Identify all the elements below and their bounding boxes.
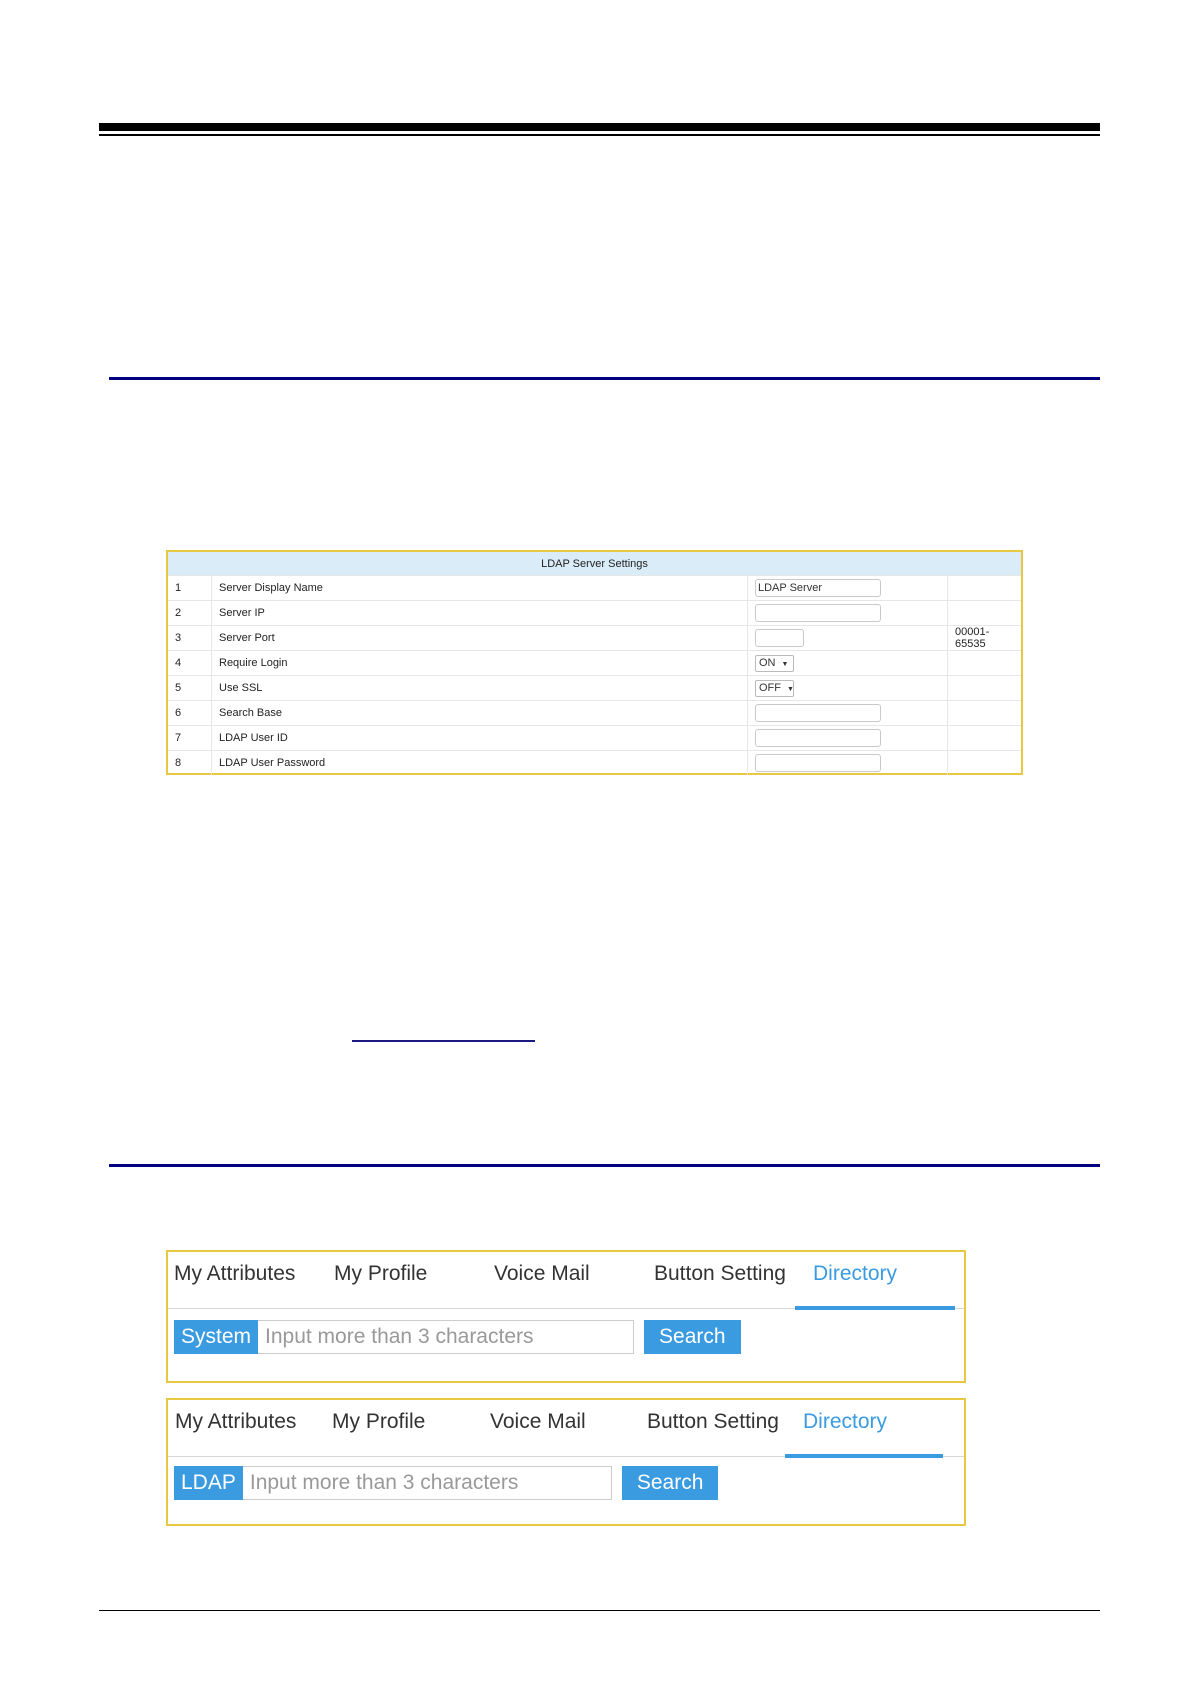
active-tab-indicator	[785, 1454, 943, 1458]
server-display-name-field[interactable]: LDAP Server	[755, 579, 881, 597]
directory-search-row	[174, 1320, 741, 1354]
row-range	[948, 676, 1022, 701]
search-input[interactable]: Input more than 3 characters	[258, 1320, 634, 1354]
search-button[interactable]: Search	[644, 1320, 741, 1354]
tab-my-attributes[interactable]: My Attributes	[174, 1262, 296, 1285]
row-range	[948, 751, 1022, 776]
use-ssl-value: OFF	[759, 681, 781, 694]
search-button[interactable]: Search	[622, 1466, 719, 1500]
tab-bar	[168, 1400, 964, 1457]
table-row	[168, 576, 1021, 601]
row-number: 7	[168, 726, 212, 751]
search-base-field[interactable]	[755, 704, 881, 722]
search-input[interactable]: Input more than 3 characters	[243, 1466, 612, 1500]
row-label: LDAP User ID	[212, 726, 748, 751]
row-range	[948, 701, 1022, 726]
require-login-select[interactable]	[755, 655, 794, 672]
row-number: 8	[168, 751, 212, 776]
tab-button-setting[interactable]: Button Setting	[647, 1410, 779, 1433]
directory-panel-system	[166, 1250, 966, 1383]
scope-ldap-button[interactable]: LDAP	[174, 1466, 243, 1500]
row-label: Server Display Name	[212, 576, 748, 601]
chevron-down-icon: ▼	[787, 685, 794, 693]
header-rule	[99, 123, 1100, 131]
server-ip-field[interactable]	[755, 604, 881, 622]
active-tab-indicator	[795, 1306, 955, 1310]
row-range	[948, 576, 1022, 601]
tab-directory[interactable]: Directory	[803, 1410, 888, 1433]
ldap-user-password-field[interactable]	[755, 754, 881, 772]
tab-voice-mail[interactable]: Voice Mail	[490, 1410, 586, 1433]
row-label: Server Port	[212, 626, 748, 651]
row-number: 4	[168, 651, 212, 676]
row-number: 1	[168, 576, 212, 601]
row-number: 3	[168, 626, 212, 651]
link-underline	[352, 1040, 535, 1042]
ldap-settings-panel	[166, 550, 1023, 775]
table-row	[168, 601, 1021, 626]
tab-my-attributes[interactable]: My Attributes	[175, 1410, 297, 1433]
server-port-range: 00001-65535	[948, 626, 1022, 651]
tab-button-setting[interactable]: Button Setting	[654, 1262, 786, 1285]
row-range	[948, 651, 1022, 676]
tab-directory[interactable]: Directory	[813, 1262, 898, 1285]
row-label: Server IP	[212, 601, 748, 626]
chevron-down-icon: ▼	[781, 660, 789, 668]
row-number: 2	[168, 601, 212, 626]
row-range	[948, 726, 1022, 751]
scope-system-button[interactable]: System	[174, 1320, 258, 1354]
row-number: 5	[168, 676, 212, 701]
use-ssl-select[interactable]	[755, 680, 794, 697]
table-row	[168, 701, 1021, 726]
table-row	[168, 751, 1021, 776]
table-row	[168, 676, 1021, 701]
directory-panel-ldap	[166, 1398, 966, 1526]
ldap-settings-table	[168, 552, 1021, 775]
ldap-settings-title: LDAP Server Settings	[168, 552, 1021, 576]
row-label: LDAP User Password	[212, 751, 748, 776]
directory-search-row	[174, 1466, 718, 1500]
tab-my-profile[interactable]: My Profile	[334, 1262, 428, 1285]
tab-my-profile[interactable]: My Profile	[332, 1410, 426, 1433]
row-label: Require Login	[212, 651, 748, 676]
table-row	[168, 651, 1021, 676]
tab-bar	[168, 1252, 964, 1309]
row-label: Use SSL	[212, 676, 748, 701]
table-row	[168, 726, 1021, 751]
row-label: Search Base	[212, 701, 748, 726]
section-rule-1	[109, 377, 1100, 380]
footer-rule	[99, 1610, 1100, 1611]
tab-voice-mail[interactable]: Voice Mail	[494, 1262, 590, 1285]
table-row	[168, 626, 1021, 651]
row-range	[948, 601, 1022, 626]
server-port-field[interactable]	[755, 629, 804, 647]
row-number: 6	[168, 701, 212, 726]
ldap-user-id-field[interactable]	[755, 729, 881, 747]
section-rule-2	[109, 1164, 1100, 1167]
require-login-value: ON	[759, 656, 776, 669]
